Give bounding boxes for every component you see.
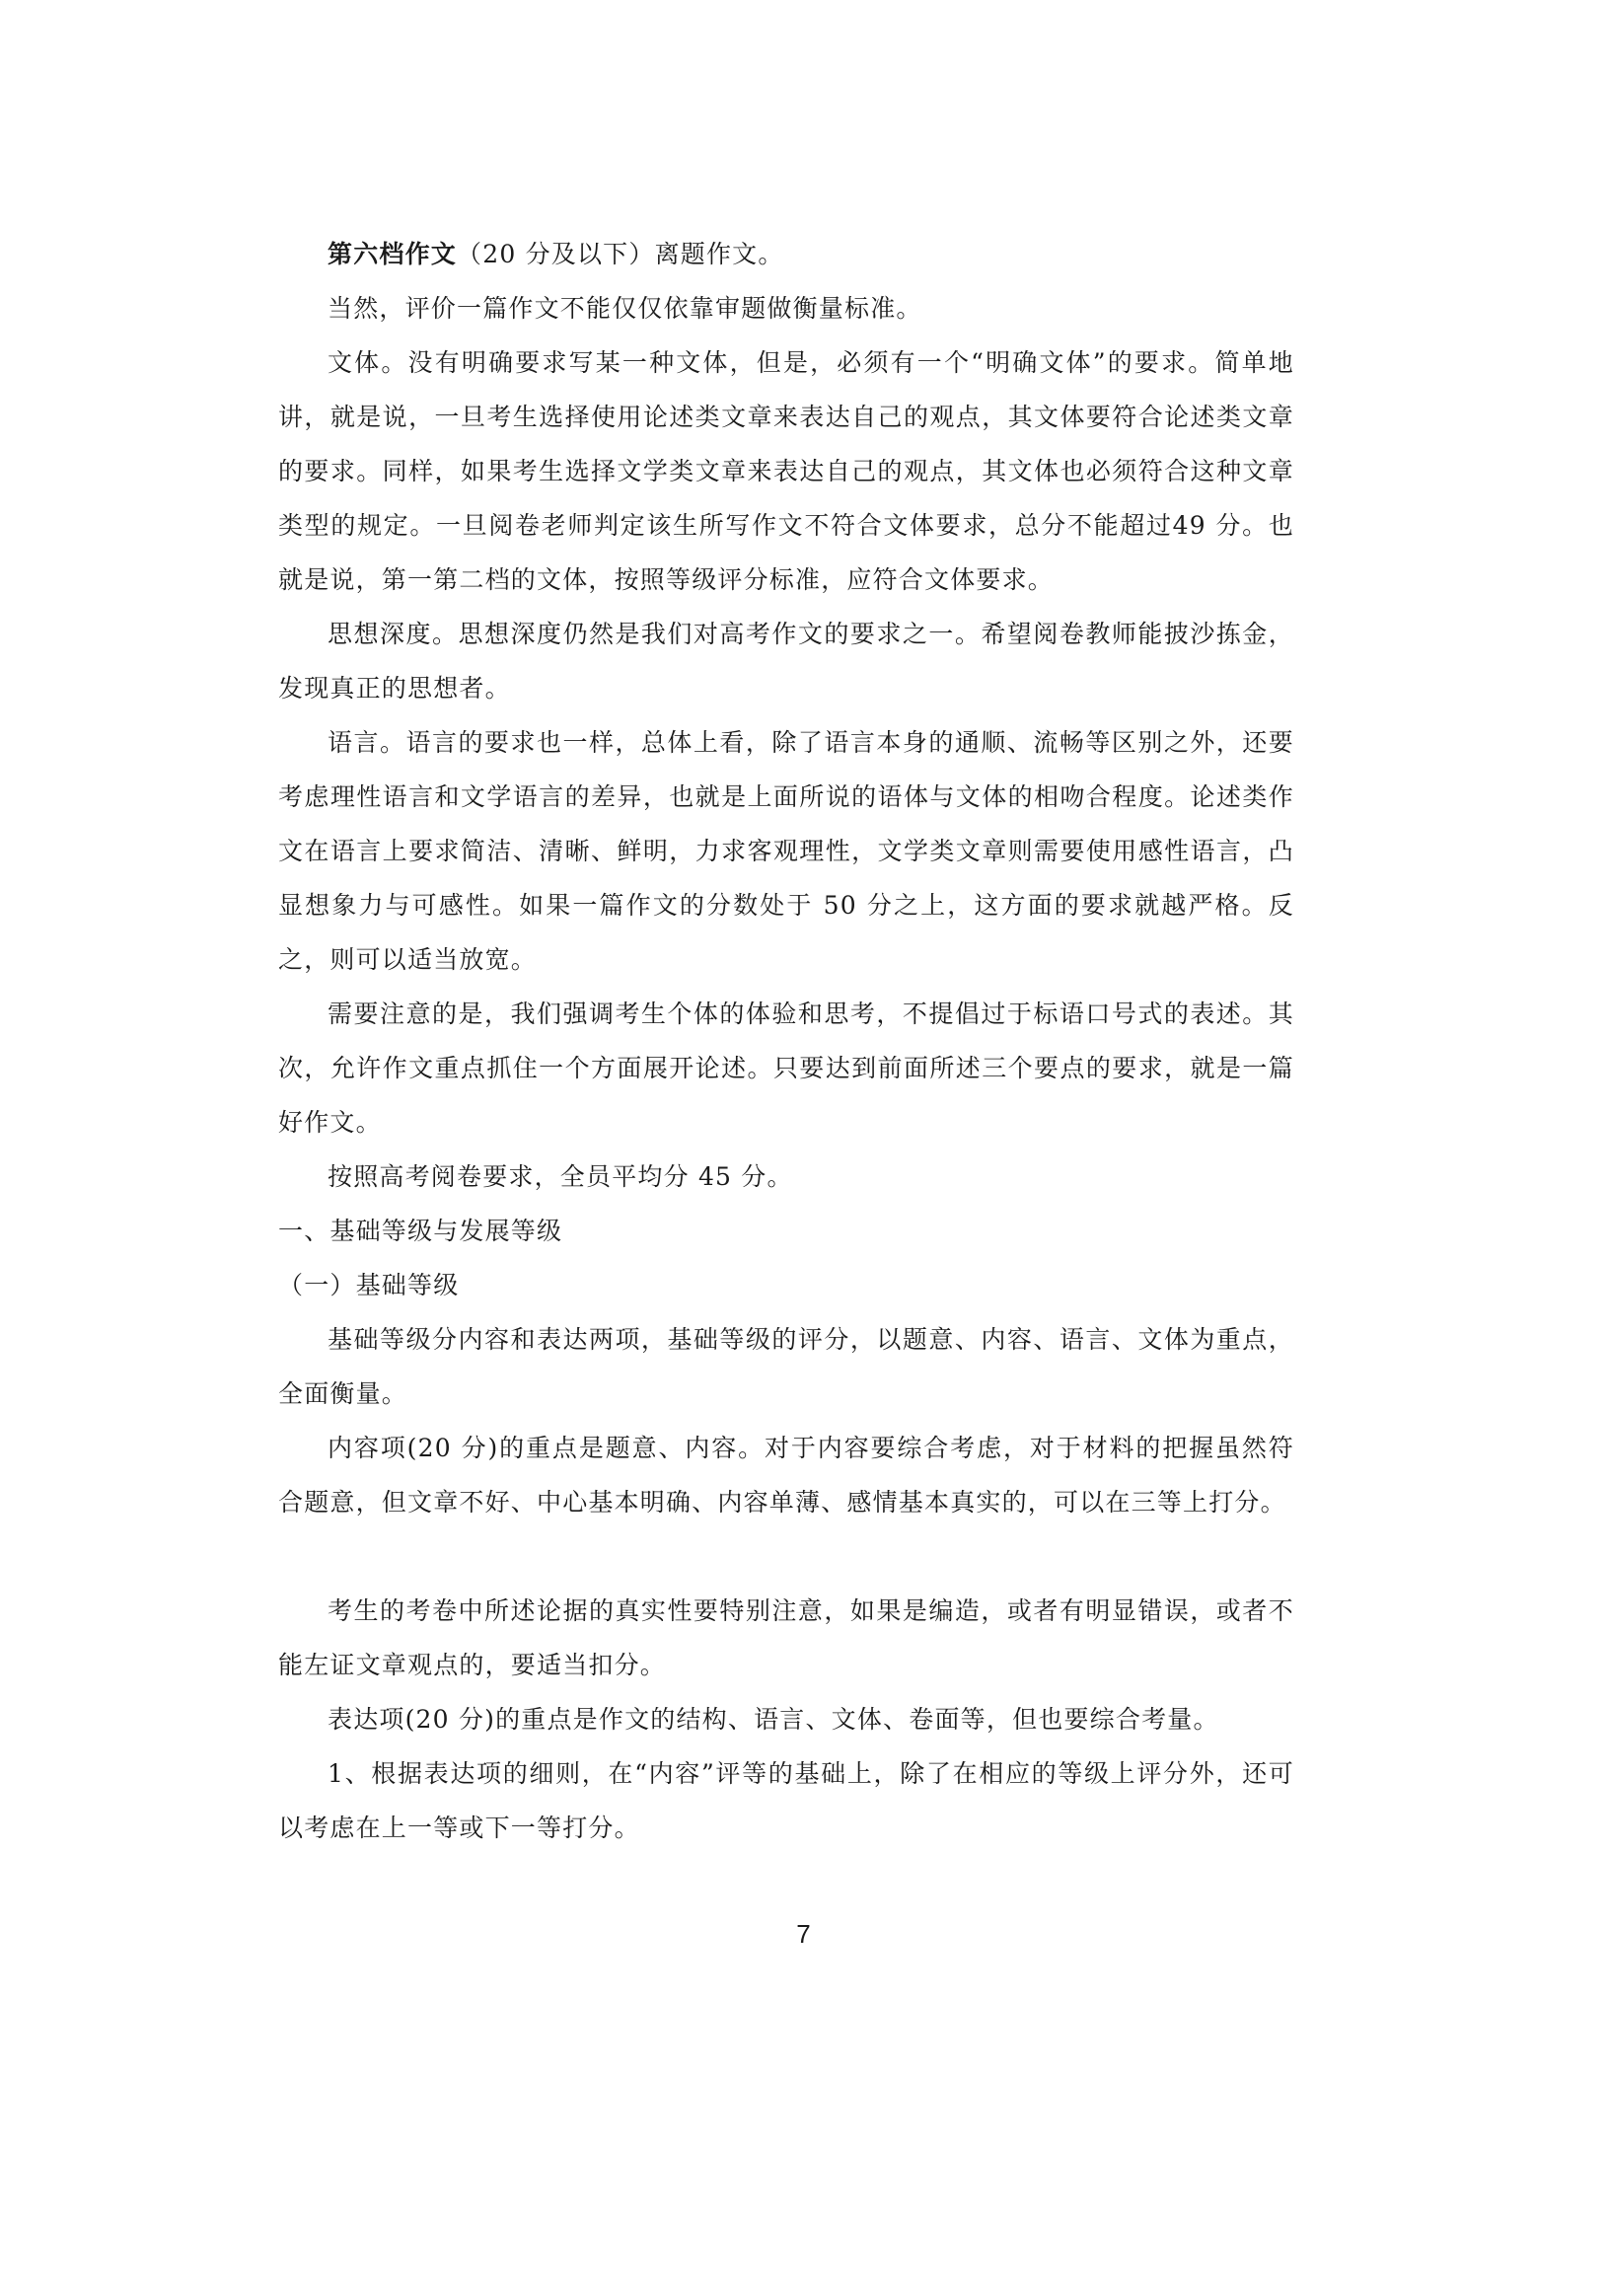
paragraph-average-score: 按照高考阅卷要求，全员平均分 45 分。 bbox=[328, 1162, 793, 1191]
paragraph-gap bbox=[278, 1529, 1294, 1584]
paragraph-language: 语言。语言的要求也一样，总体上看，除了语言本身的通顺、流畅等区别之外，还要考虑理性语言和文学语言的差异，也就是上面所说的语体与文体的相吻合程度。论述类作文在语言上要求简洁、清晰、鲜明，力求客观理性，文学类文章则需要使用感性语言，凸显想象力与可感性。如果一篇作文的分数处于 50 分之上，这方面的要求就越严格。反之，则可以适当放宽。 bbox=[278, 728, 1294, 974]
paragraph-depth: 思想深度。思想深度仍然是我们对高考作文的要求之一。希望阅卷教师能披沙拣金，发现真正的思想者。 bbox=[278, 620, 1294, 703]
paragraph-evaluation-note: 当然，评价一篇作文不能仅仅依靠审题做衡量标准。 bbox=[328, 294, 922, 323]
paragraph-text: （20 分及以下）离题作文。 bbox=[457, 240, 784, 268]
paragraph-genre: 文体。没有明确要求写某一种文体，但是，必须有一个“明确文体”的要求。简单地讲，就是说，一旦考生选择使用论述类文章来表达自己的观点，其文体要符合论述类文章的要求。同样，如果考生选择文学类文章来表达自己的观点，其文体也必须符合这种文章类型的规定。一旦阅卷老师判定该生所写作文不符合文体要求，总分不能超过49 分。也就是说，第一第二档的文体，按照等级评分标准，应符合文体要求。 bbox=[278, 348, 1294, 594]
paragraph-rule-one: 1、根据表达项的细则，在“内容”评等的基础上，除了在相应的等级上评分外，还可以考虑在上一等或下一等打分。 bbox=[278, 1759, 1294, 1842]
document-body bbox=[278, 227, 1294, 1855]
section-heading-levels: 一、基础等级与发展等级 bbox=[278, 1217, 563, 1245]
paragraph-lead-bold: 第六档作文 bbox=[328, 240, 458, 268]
paragraph-evidence: 考生的考卷中所述论据的真实性要特别注意，如果是编造，或者有明显错误，或者不能左证文章观点的，要适当扣分。 bbox=[278, 1596, 1294, 1679]
page-number: 7 bbox=[796, 1919, 811, 1949]
paragraph-expression-item: 表达项(20 分)的重点是作文的结构、语言、文体、卷面等，但也要综合考量。 bbox=[328, 1705, 1219, 1734]
paragraph-content-item: 内容项(20 分)的重点是题意、内容。对于内容要综合考虑，对于材料的把握虽然符合题意，但文章不好、中心基本明确、内容单薄、感情基本真实的，可以在三等上打分。 bbox=[278, 1434, 1294, 1517]
paragraph-grade-six bbox=[278, 227, 1294, 281]
paragraph-basic-level: 基础等级分内容和表达两项，基础等级的评分，以题意、内容、语言、文体为重点，全面衡量。 bbox=[278, 1325, 1294, 1408]
subsection-heading-basic: （一）基础等级 bbox=[278, 1271, 460, 1299]
paragraph-attention: 需要注意的是，我们强调考生个体的体验和思考，不提倡过于标语口号式的表述。其次，允许作文重点抓住一个方面展开论述。只要达到前面所述三个要点的要求，就是一篇好作文。 bbox=[278, 1000, 1294, 1137]
